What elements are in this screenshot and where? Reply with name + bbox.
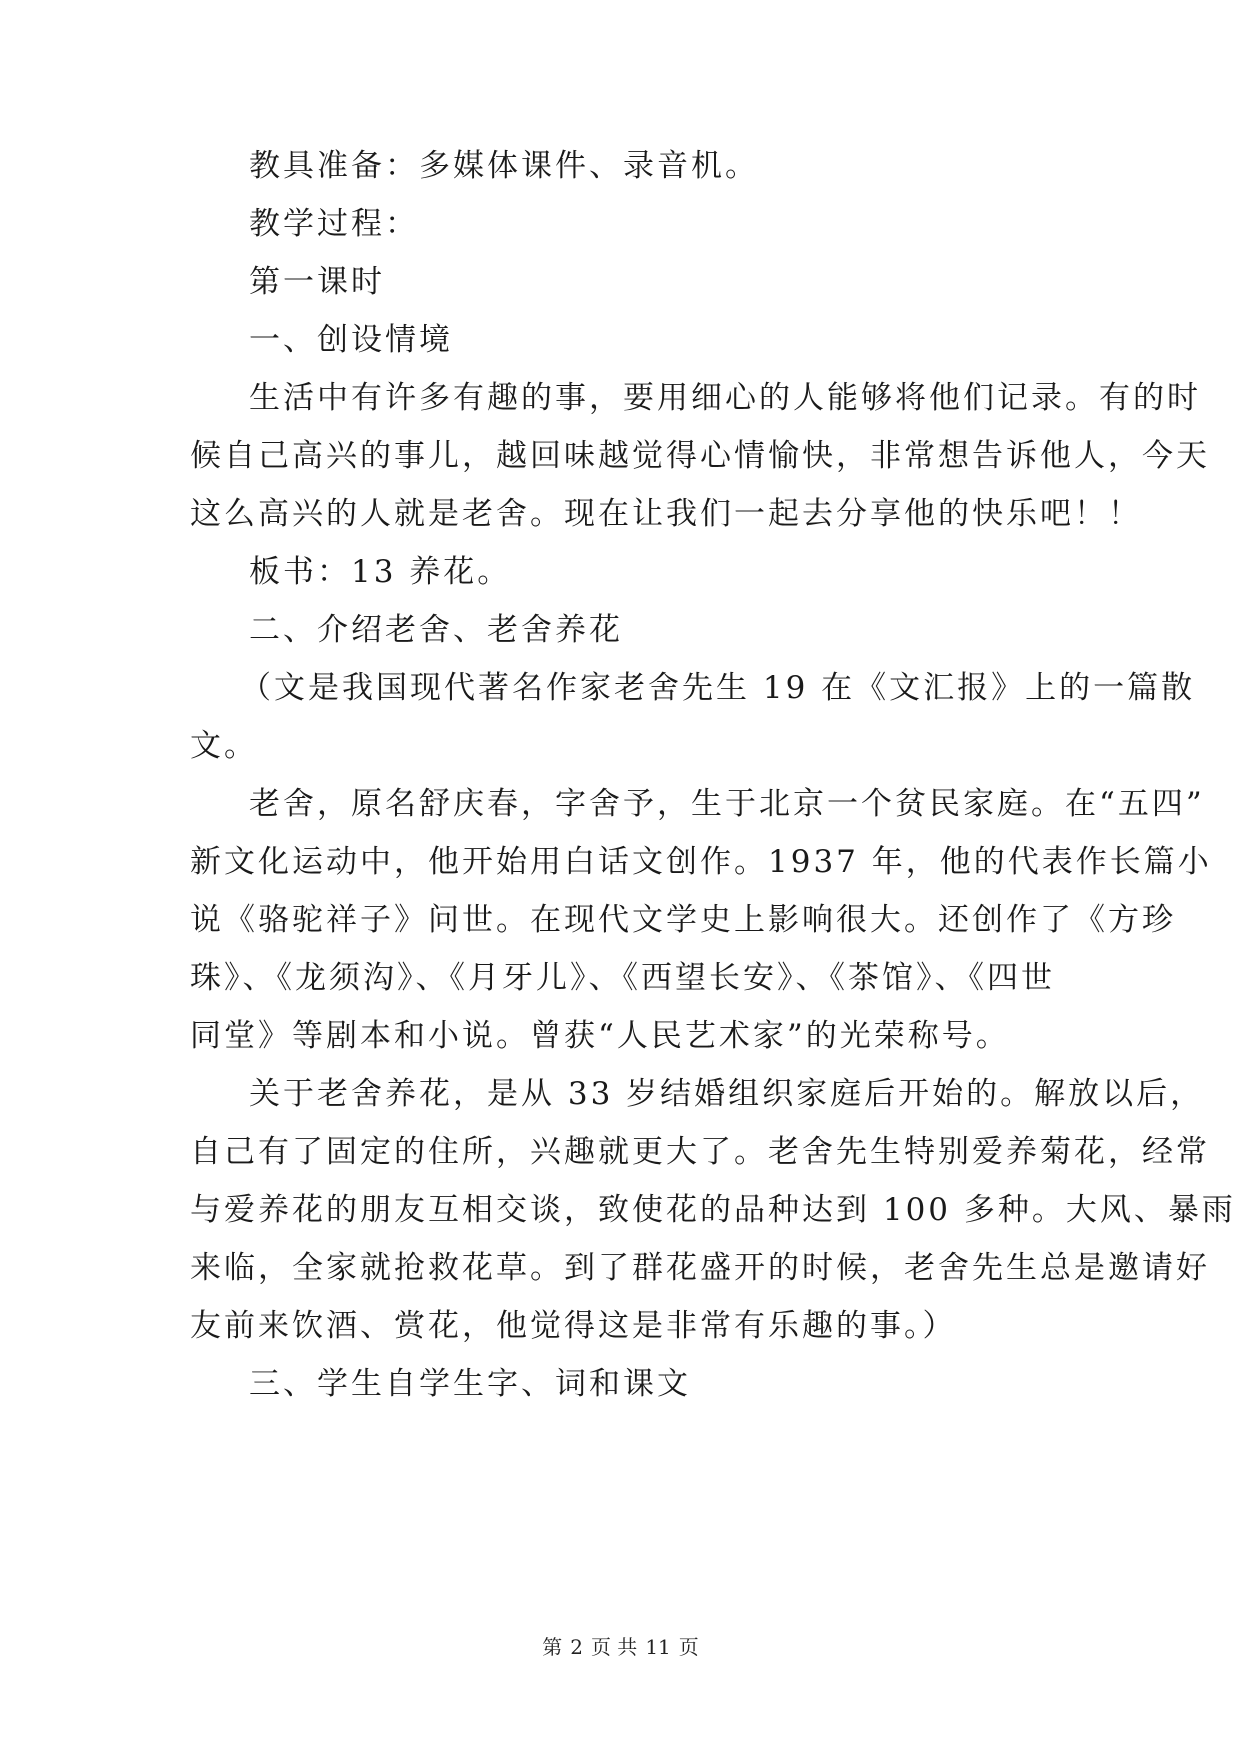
text-line: 第一课时	[249, 264, 385, 300]
text-line: 老舍，原名舒庆春，字舍予，生于北京一个贫民家庭。在“五四”	[249, 786, 1205, 822]
text-line: 文。	[190, 728, 258, 764]
text-line: 教具准备：多媒体课件、录音机。	[249, 148, 759, 184]
text-line: 说《骆驼祥子》问世。在现代文学史上影响很大。还创作了《方珍	[190, 902, 1176, 938]
text-line: 自己有了固定的住所，兴趣就更大了。老舍先生特别爱养菊花，经常	[190, 1134, 1210, 1170]
text-line: 教学过程：	[249, 206, 419, 242]
text-line: 同堂》等剧本和小说。曾获“人民艺术家”的光荣称号。	[190, 1018, 1010, 1054]
footer-middle: 页 共	[590, 1635, 638, 1659]
text-line: 候自己高兴的事儿，越回味越觉得心情愉快，非常想告诉他人，今天	[190, 438, 1210, 474]
text-line: 这么高兴的人就是老舍。现在让我们一起去分享他的快乐吧！！	[190, 496, 1142, 532]
section-heading: 三、学生自学生字、词和课文	[249, 1366, 691, 1402]
section-heading: 二、介绍老舍、老舍养花	[249, 612, 623, 648]
text-line: 来临，全家就抢救花草。到了群花盛开的时候，老舍先生总是邀请好	[190, 1250, 1210, 1286]
text-line: 关于老舍养花，是从 33 岁结婚组织家庭后开始的。解放以后，	[249, 1076, 1205, 1112]
text-line: （文是我国现代著名作家老舍先生 19 在《文汇报》上的一篇散	[240, 670, 1196, 706]
text-line: 与爱养花的朋友互相交谈，致使花的品种达到 100 多种。大风、暴雨	[190, 1192, 1236, 1228]
section-heading: 一、创设情境	[249, 322, 453, 358]
text-line: 新文化运动中，他开始用白话文创作。1937 年，他的代表作长篇小	[190, 844, 1212, 880]
text-line: 珠》、《龙须沟》、《月牙儿》、《西望长安》、《茶馆》、《四世	[190, 960, 1055, 996]
footer-prefix: 第	[542, 1635, 563, 1659]
page-footer	[0, 1634, 1241, 1660]
footer-suffix: 页	[678, 1635, 699, 1659]
footer-page-number: 2	[570, 1635, 583, 1659]
text-line: 板书：13 养花。	[249, 554, 512, 590]
footer-total-pages: 11	[645, 1635, 671, 1659]
text-line: 生活中有许多有趣的事，要用细心的人能够将他们记录。有的时	[249, 380, 1201, 416]
text-line: 友前来饮酒、赏花，他觉得这是非常有乐趣的事。）	[190, 1308, 957, 1344]
